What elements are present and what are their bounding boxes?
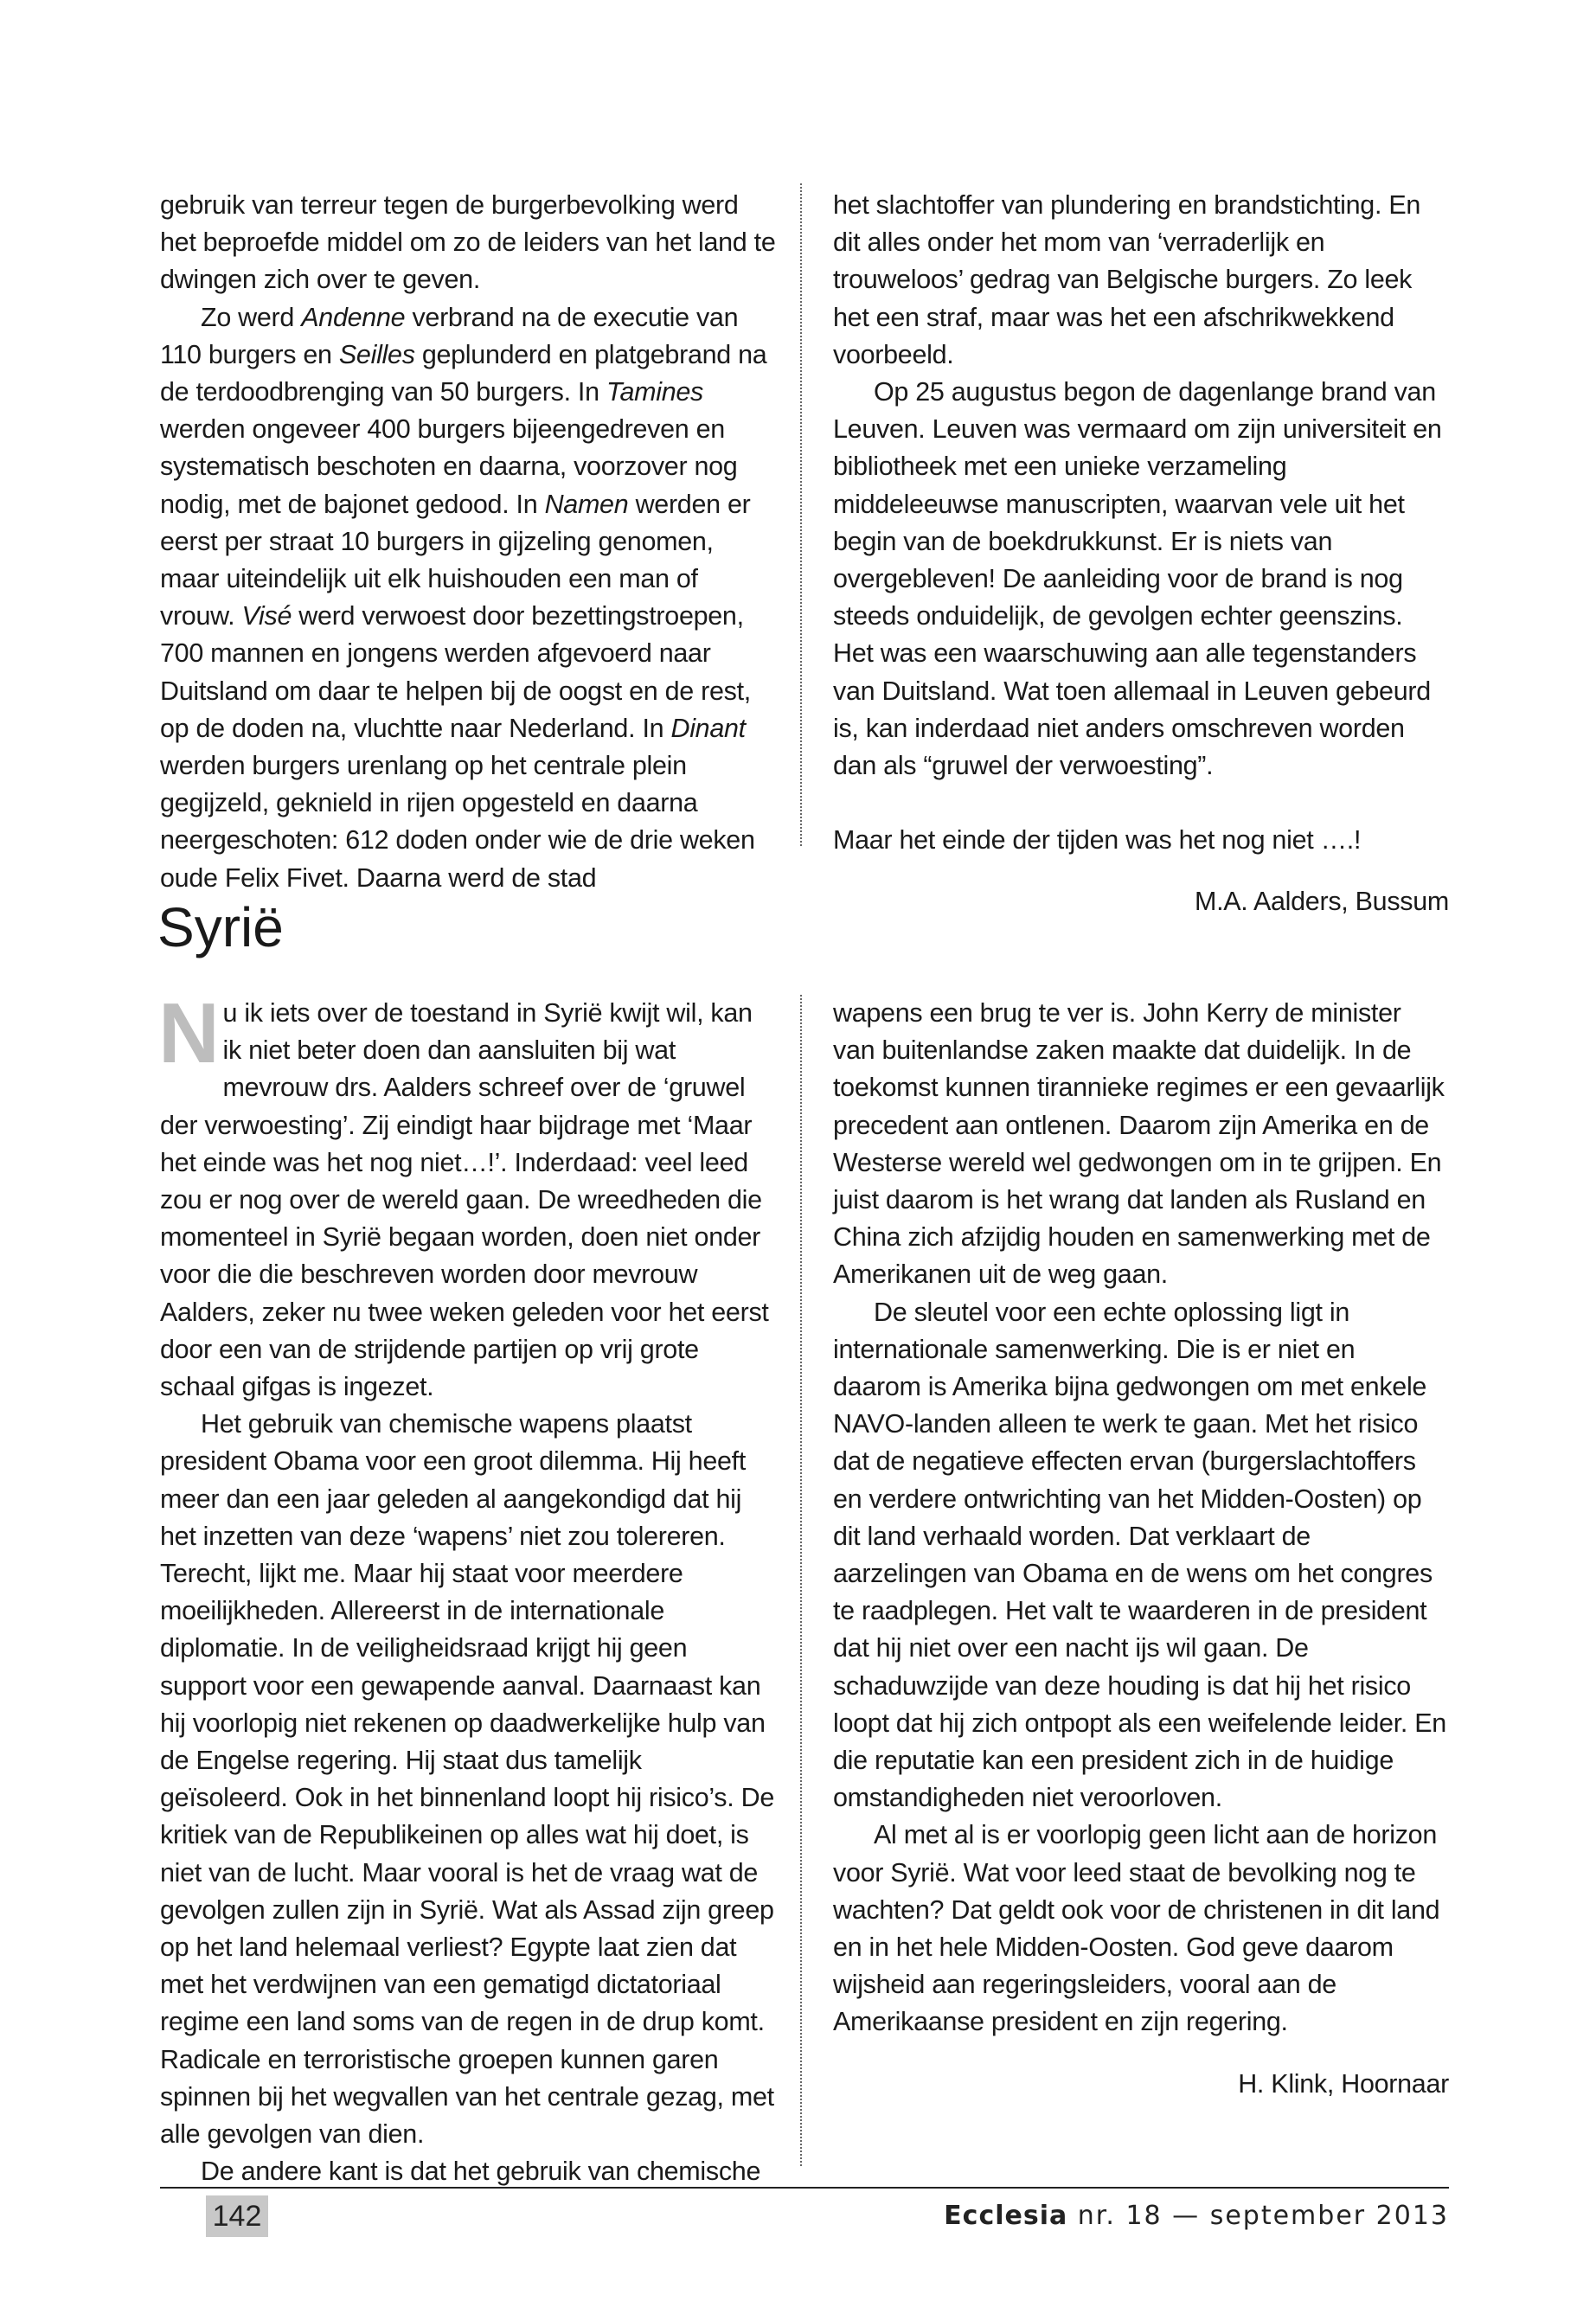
- author-signature: H. Klink, Hoornaar: [1238, 2068, 1449, 2099]
- article2-left-column: [158, 985, 776, 2191]
- article2-right-column: [833, 995, 1449, 2103]
- article-title: Syrië: [157, 896, 284, 958]
- journal-name: Ecclesia: [944, 2201, 1068, 2231]
- footer-rule: [160, 2187, 1449, 2189]
- column-divider: [800, 183, 802, 846]
- journal-issue: [944, 2195, 1449, 2237]
- page-number: 142: [206, 2195, 268, 2237]
- paragraph: wapens een brug te ver is. John Kerry de minister van buitenlandse zaken maakte dat duidelijk. In de toekomst kunnen tirannieke regimes er een gevaarlijk precedent aan ontlenen. Daarom zijn Amerika en de Westerse wereld wel gedwongen om in te grijpen. En juist daarom is het wrang dat landen als Rusland en China zich afzijdig houden en samenwerking met de Amerikanen uit de weg gaan.: [833, 998, 1445, 1290]
- paragraph: De sleutel voor een echte oplossing ligt in internationale samenwerking. Die is er niet en daarom is Amerika bijna gedwongen om met enkele NAVO-landen alleen te werk te gaan. Met het risico dat de negatieve effecten ervan (burgerslachtoffers en verdere ontwrichting van het Midden-Oosten) op dit land verhaald worden. Dat verklaart de aarzelingen van Obama en de wens om het congres te raadplegen. Het valt te waarderen in de president dat hij niet over een nacht ijs wil gaan. De schaduwzijde van deze houding is dat hij het risico loopt dat hij zich ontpopt als een weifelende leider. En die reputatie kan een president zich in de huidige omstandigheden niet veroorloven.: [833, 1297, 1446, 1813]
- paragraph: het slachtoffer van plundering en brandstichting. En dit alles onder het mom van ‘verraderlijk en trouweloos’ gedrag van Belgische burgers. Zo leek het een straf, maar was het een afschrikwekkend voorbeeld.: [833, 190, 1421, 369]
- author-signature: M.A. Aalders, Bussum: [1194, 887, 1449, 917]
- paragraph: Op 25 augustus begon de dagenlange brand van Leuven. Leuven was vermaard om zijn universiteit en bibliotheek met een unieke verzameling middeleeuwse manuscripten, waarvan vele uit het begin van de boekdrukkunst. Er is niets van overgebleven! De aanleiding voor de brand is nog steeds onduidelijk, de gevolgen echter geenszins. Het was een waarschuwing aan alle tegenstanders van Duitsland. Wat toen allemaal in Leuven gebeurd is, kan inderdaad niet anders omschreven worden dan als “gruwel der verwoesting”.: [833, 377, 1442, 781]
- paragraph: Het gebruik van chemische wapens plaatst president Obama voor een groot dilemma. Hij heeft meer dan een jaar geleden al aangekondigd dat hij het inzetten van deze ‘wapens’ niet zou tolereren. Terecht, lijkt me. Maar hij staat voor meerdere moeilijkheden. Allereerst in de internationale diplomatie. In de veiligheidsraad krijgt hij geen support voor een gewapende aanval. Daarnaast kan hij voorlopig niet rekenen op daadwerkelijke hulp van de Engelse regering. Hij staat dus tamelijk geïsoleerd. Ook in het binnenland loopt hij risico’s. De kritiek van de Republikeinen op alles wat hij doet, is niet van de lucht. Maar vooral is het de vraag wat de gevolgen zullen zijn in Syrië. Wat als Assad zijn greep op het land helemaal verliest? Egypte laat zien dat met het verdwijnen van een gematigd dictatoriaal regime een land soms van de regen in de drup komt. Radicale en terroristische groepen kunnen garen spinnen bij het wegvallen van het centrale gezag, met alle gevolgen van dien.: [160, 1409, 774, 2150]
- paragraph: Zo werd Andenne verbrand na de executie van 110 burgers en Seilles geplunderd en platgebrand na de terdoodbrenging van 50 burgers. In Tamines werden ongeveer 400 burgers bijeengedreven en systematisch beschoten en daarna, voorzover nog nodig, met de bajonet gedood. In Namen werden er eerst per straat 10 burgers in gijzeling genomen, maar uiteindelijk uit elk huishouden een man of vrouw. Visé werd verwoest door bezettingstroepen, 700 mannen en jongens werden afgevoerd naar Duitsland om daar te helpen bij de oogst en de rest, op de doden na, vluchtte naar Nederland. In Dinant werden burgers urenlang op het centrale plein gegijzeld, geknield in rijen opgesteld en daarna neergeschoten: 612 doden onder wie de drie weken oude Felix Fivet. Daarna werd de stad: [160, 302, 767, 893]
- paragraph: Al met al is er voorlopig geen licht aan de horizon voor Syrië. Wat voor leed staat de bevolking nog te wachten? Dat geldt ook voor de christenen in dit land en in het hele Midden-Oosten. God geve daarom wijsheid aan regeringsleiders, vooral aan de Amerikaanse president en zijn regering.: [833, 1820, 1440, 2037]
- paragraph: De andere kant is dat het gebruik van chemische: [201, 2157, 761, 2187]
- article1-right-column: [833, 187, 1449, 921]
- column-divider: [800, 995, 802, 2166]
- paragraph: gebruik van terreur tegen de burgerbevolking werd het beproefde middel om zo de leiders van het land te dwingen zich over te geven.: [160, 190, 776, 295]
- issue-info: nr. 18 — september 2013: [1067, 2201, 1449, 2231]
- closing-line: Maar het einde der tijden was het nog niet ….!: [833, 825, 1362, 856]
- article1-left-column: [160, 187, 776, 897]
- paragraph: Nu ik iets over de toestand in Syrië kwijt wil, kan ik niet beter doen dan aansluiten bij wat mevrouw drs. Aalders schreef over de ‘gruwel der verwoesting’. Zij eindigt haar bijdrage met ‘Maar het einde was het nog niet…!’. Inderdaad: veel leed zou er nog over de wereld gaan. De wreedheden die momenteel in Syrië begaan worden, doen niet onder voor die die beschreven worden door mevrouw Aalders, zeker nu twee weken geleden voor het eerst door een van de strijdende partijen op vrij grote schaal gifgas is ingezet.: [158, 985, 769, 1402]
- drop-cap: N: [158, 985, 220, 1080]
